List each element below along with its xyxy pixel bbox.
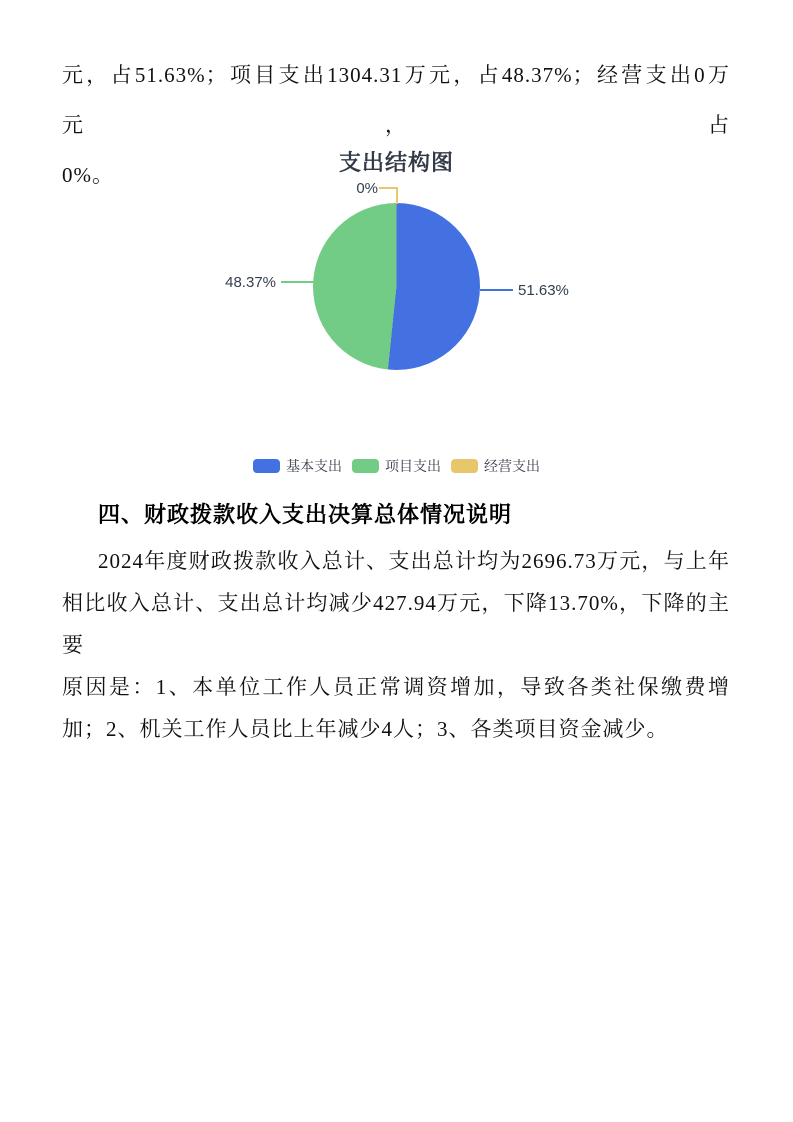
legend-label-project: 项目支出	[385, 458, 441, 474]
intro-paragraph	[62, 50, 730, 200]
legend-item-operating-expenditure	[451, 456, 540, 476]
body-line-1: 2024年度财政拨款收入总计、支出总计均为2696.73万元，与上年	[98, 549, 730, 573]
legend-swatch-blue-icon	[253, 459, 280, 473]
slice-label-basic: 51.63%	[518, 282, 569, 299]
body-line-3: 原因是：1、本单位工作人员正常调资增加，导致各类社保缴费增	[62, 675, 730, 699]
pie-graphic	[313, 203, 480, 370]
legend-swatch-yellow-icon	[451, 459, 478, 473]
intro-line-2: 0%。	[62, 163, 114, 187]
chart-title: 支出结构图	[338, 150, 454, 175]
legend-label-basic: 基本支出	[286, 458, 342, 474]
leader-line-basic	[480, 289, 513, 291]
legend-swatch-green-icon	[352, 459, 379, 473]
leader-line-project	[281, 281, 314, 283]
leader-line-operating-vertical	[396, 187, 398, 204]
intro-line-1: 元，占51.63%；项目支出1304.31万元，占48.37%；经营支出0万元，占	[62, 63, 730, 137]
section-heading: 四、财政拨款收入支出决算总体情况说明	[98, 502, 513, 527]
slice-label-operating: 0%	[356, 180, 378, 197]
legend-item-basic-expenditure	[253, 456, 342, 476]
body-line-2: 相比收入总计、支出总计均减少427.94万元，下降13.70%，下降的主要	[62, 591, 730, 657]
legend-label-operating: 经营支出	[484, 458, 540, 474]
chart-legend	[0, 456, 793, 476]
section-body-paragraph	[62, 540, 730, 750]
body-line-4: 加；2、机关工作人员比上年减少4人；3、各类项目资金减少。	[62, 717, 669, 741]
slice-label-project: 48.37%	[225, 274, 276, 291]
legend-item-project-expenditure	[352, 456, 441, 476]
